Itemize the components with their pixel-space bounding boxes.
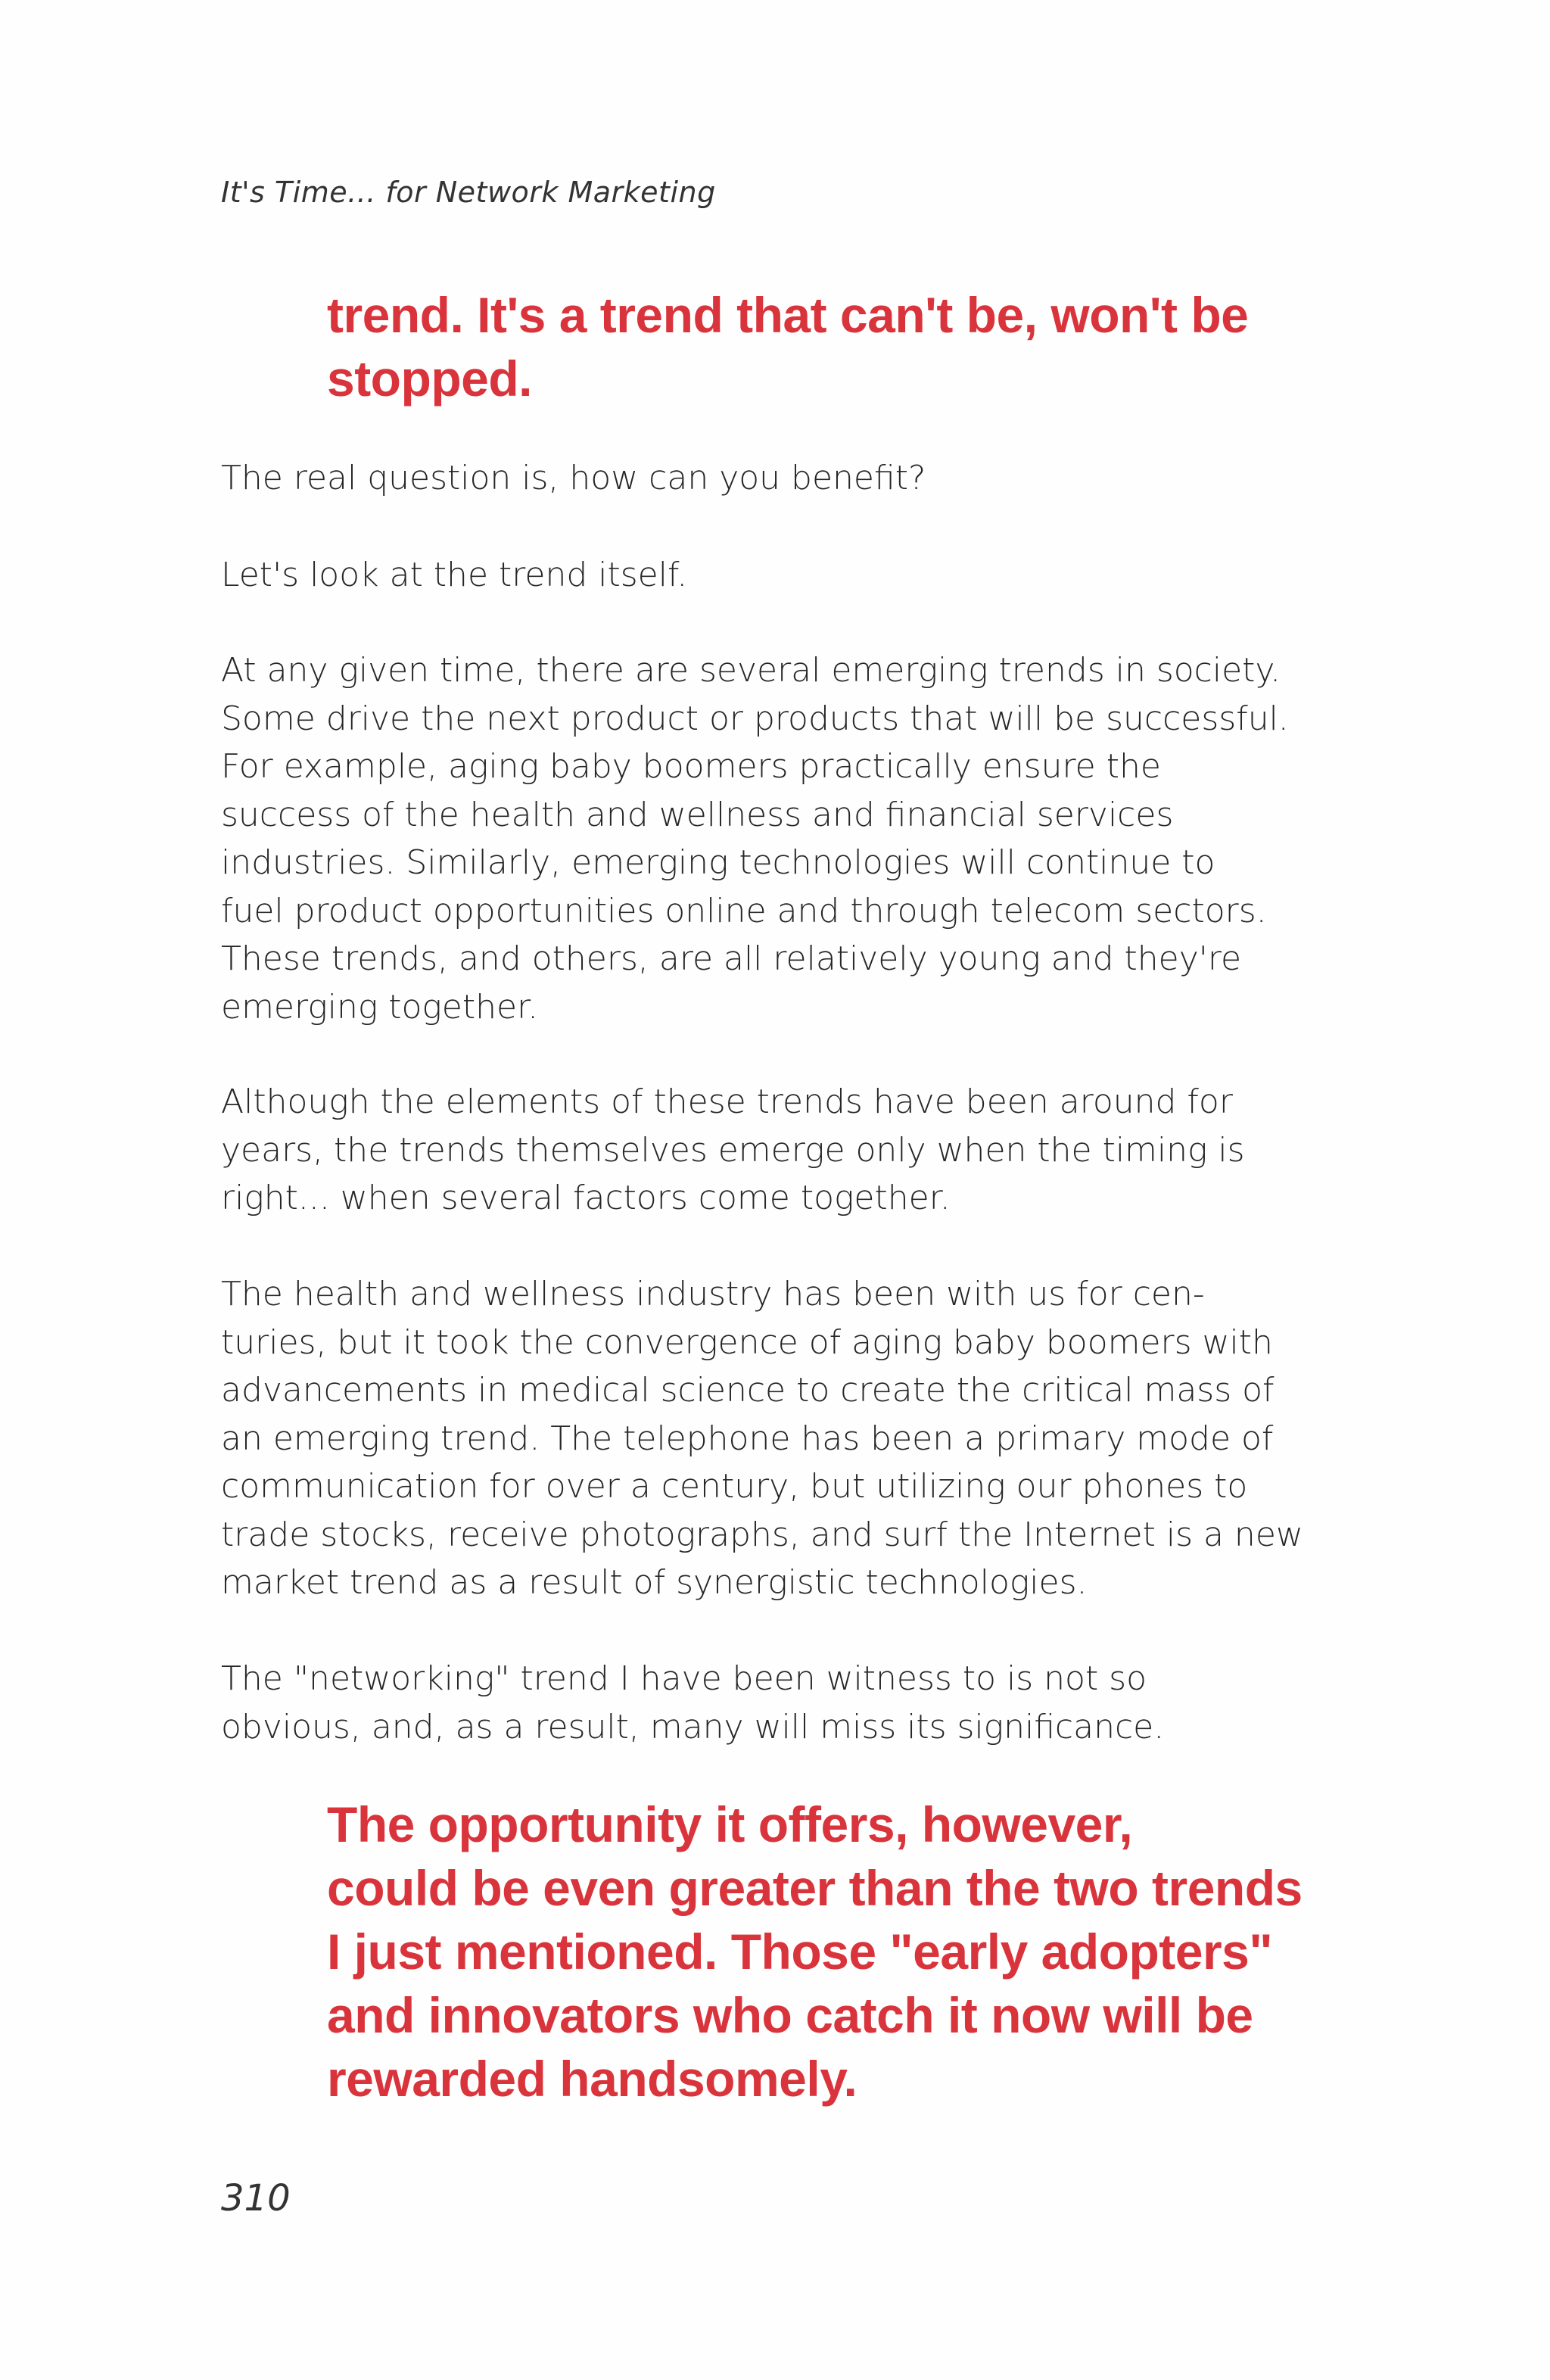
paragraph-health-wellness — [221, 1270, 1356, 1607]
text-line: These trends, and others, are all relatively young and they're — [221, 939, 1242, 978]
running-head: It's Time... for Network Marketing — [221, 176, 716, 209]
text-line: turies, but it took the convergence of aging baby boomers with — [221, 1322, 1273, 1362]
pull-quote-line: trend. It's a trend that can't be, won't be — [327, 287, 1249, 343]
text-line: success of the health and wellness and financial services — [221, 795, 1174, 834]
text-line: years, the trends themselves emerge only when the timing is — [221, 1130, 1245, 1170]
text-line: industries. Similarly, emerging technologies will continue to — [221, 843, 1215, 882]
text-line: The health and wellness industry has been with us for cen- — [221, 1275, 1205, 1313]
paragraph-timing — [221, 1078, 1356, 1223]
pull-quote-line: rewarded handsomely. — [327, 2051, 857, 2107]
text-line: trade stocks, receive photographs, and surf the Internet is a new — [221, 1515, 1303, 1554]
paragraph-look — [221, 551, 1356, 600]
paragraph-question — [221, 454, 1356, 503]
text-line: advancements in medical science to create the critical mass of — [221, 1371, 1275, 1410]
text-line: Some drive the next product or products that will be successful. — [221, 699, 1289, 738]
text-line: Although the elements of these trends have been around for — [221, 1083, 1233, 1121]
pull-quote-line: I just mentioned. Those "early adopters" — [327, 1924, 1273, 1980]
text-line: market trend as a result of synergistic technologies. — [221, 1563, 1088, 1602]
text-line: The real question is, how can you benefit? — [221, 459, 926, 497]
paragraph-emerging-trends — [221, 646, 1356, 1031]
text-line: communication for over a century, but utilizing our phones to — [221, 1467, 1248, 1506]
text-line: right... when several factors come together. — [221, 1179, 951, 1217]
pull-quote-line: The opportunity it offers, however, — [327, 1796, 1133, 1852]
text-line: For example, aging baby boomers practically ensure the — [221, 747, 1161, 786]
pull-quote-line: and innovators who catch it now will be — [327, 1987, 1253, 2043]
page-number: 310 — [221, 2177, 291, 2220]
pull-quote-line: stopped. — [327, 350, 532, 407]
paragraph-networking — [221, 1655, 1356, 1751]
pull-quote-top — [327, 283, 1387, 410]
text-line: The "networking" trend I have been witness to is not so — [221, 1659, 1147, 1698]
text-line: emerging together. — [221, 987, 539, 1026]
text-line: Let's look at the trend itself. — [221, 556, 688, 594]
pull-quote-bottom — [327, 1793, 1387, 2111]
text-line: fuel product opportunities online and through telecom sectors. — [221, 891, 1267, 930]
text-line: At any given time, there are several emerging trends in society. — [221, 651, 1281, 690]
text-line: an emerging trend. The telephone has been a primary mode of — [221, 1419, 1274, 1458]
pull-quote-line: could be even greater than the two trends — [327, 1860, 1303, 1916]
text-line: obvious, and, as a result, many will miss its significance. — [221, 1707, 1165, 1746]
